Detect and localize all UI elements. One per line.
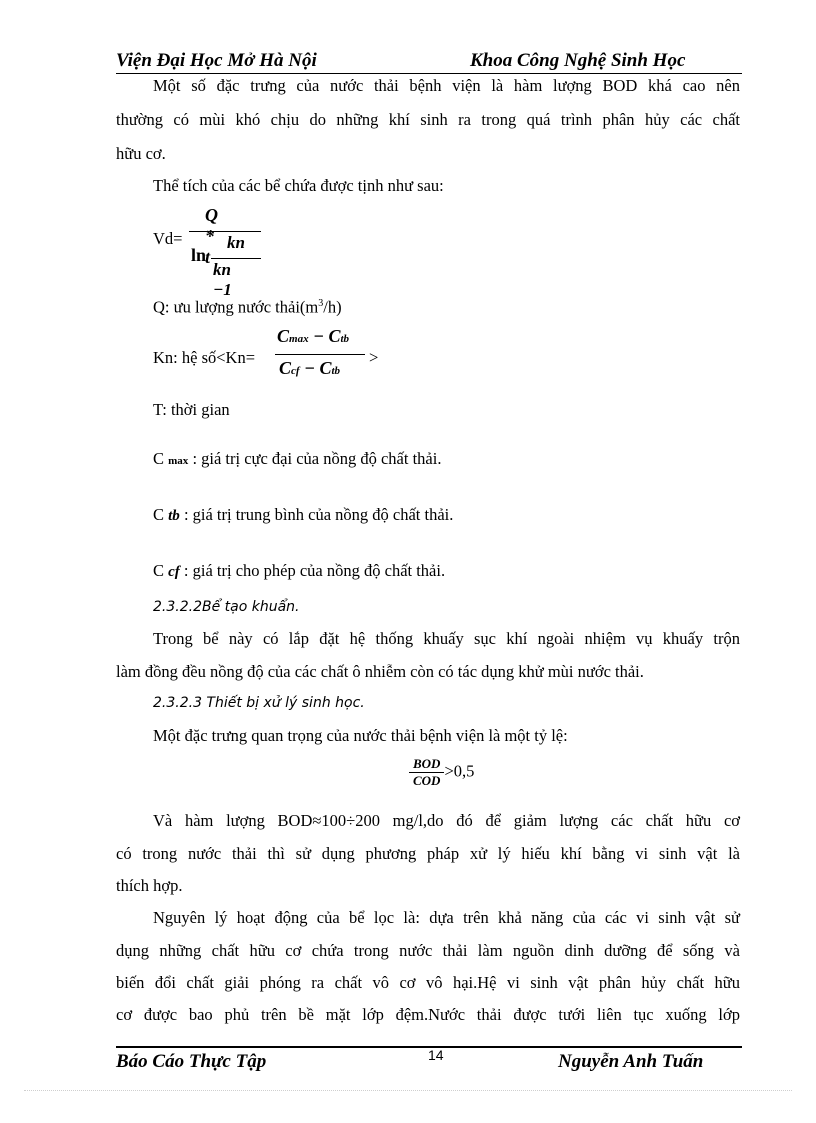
para4-line3: thích hợp. bbox=[116, 876, 183, 895]
formula-vd-inner-den: kn −1 bbox=[213, 260, 232, 299]
kn-num-mid: − C bbox=[308, 326, 341, 346]
kn-num-sub1: max bbox=[289, 333, 309, 345]
para5-line3: biến đổi chất giải phóng ra chất vô cơ vô hại.Hệ vi sinh vật phân hủy chất hữu bbox=[116, 973, 740, 992]
formula-vd-inner-num: kn bbox=[227, 233, 245, 252]
page-number: 14 bbox=[428, 1047, 444, 1063]
kn-den-sub2: tb bbox=[331, 365, 341, 377]
para5-line1: Nguyên lý hoạt động của bể lọc là: dựa trên khả năng của các vi sinh vật sử bbox=[153, 908, 740, 927]
kn-den-sub1: cf bbox=[291, 365, 300, 377]
ctb-c: C bbox=[153, 505, 165, 524]
ctb-definition bbox=[153, 499, 453, 532]
para5-line2: dụng những chất hữu cơ chứa trong nước thải làm nguồn dinh dưỡng để sống và bbox=[116, 941, 740, 960]
para2-line1: Trong bể này có lắp đặt hệ thống khuấy sục khí ngoài nhiệm vụ khuấy trộn bbox=[153, 629, 740, 648]
ctb-sub: tb bbox=[168, 508, 180, 524]
q-definition bbox=[153, 288, 342, 324]
para4-line1: Và hàm lượng BOD≈100÷200 mg/l,do đó để giảm lượng các chất hữu cơ bbox=[153, 811, 740, 830]
para1-line1: Một số đặc trưng của nước thải bệnh viện là hàm lượng BOD khá cao nên bbox=[153, 76, 740, 95]
ratio-denominator: COD bbox=[409, 772, 444, 789]
ratio-numerator: BOD bbox=[413, 756, 441, 771]
kn-suffix: > bbox=[369, 348, 379, 367]
para1-line3: hữu cơ. bbox=[116, 144, 166, 163]
section-heading-sinh-hoc: 2.3.2.3 Thiết bị xử lý sinh học. bbox=[153, 695, 365, 711]
cmax-definition bbox=[153, 443, 441, 477]
section-heading-tao-khuan: 2.3.2.2Bể tạo khuẩn. bbox=[153, 599, 300, 615]
formula-vd-lhs: Vd= bbox=[153, 229, 183, 248]
para1-line2: thường có mùi khó chịu do những khí sinh ra trong quá trình phân hủy các chất bbox=[116, 110, 740, 129]
header-institution: Viện Đại Học Mở Hà Nội bbox=[116, 50, 317, 71]
kn-num-c: C bbox=[277, 326, 290, 346]
kn-numerator bbox=[277, 326, 349, 347]
t-definition: T: thời gian bbox=[153, 400, 230, 419]
formula-vd-ln: ln bbox=[191, 245, 207, 265]
kn-prefix: Kn: hệ số<Kn= bbox=[153, 348, 256, 367]
q-def-sup: 3 bbox=[318, 298, 324, 309]
ccf-c: C bbox=[153, 561, 165, 580]
kn-frac-bar bbox=[275, 354, 365, 355]
q-def-end: /h) bbox=[323, 297, 342, 317]
ccf-definition bbox=[153, 555, 445, 588]
formula-vd-num: Q * t bbox=[205, 205, 218, 267]
footer-report-title: Báo Cáo Thực Tập bbox=[116, 1051, 267, 1072]
kn-denominator bbox=[279, 358, 340, 379]
q-def-text: Q: ưu lượng nước thải(m bbox=[153, 297, 319, 317]
ratio-value: >0,5 bbox=[444, 761, 475, 781]
kn-num-sub2: tb bbox=[340, 333, 350, 345]
kn-den-mid: − C bbox=[299, 358, 332, 378]
kn-definition bbox=[153, 326, 413, 388]
volume-intro: Thể tích của các bể chứa được tịnh như sau: bbox=[153, 176, 444, 195]
para2-line2: làm đồng đều nồng độ của các chất ô nhiễm còn có tác dụng khử mùi nước thải. bbox=[116, 662, 644, 681]
para3: Một đặc trưng quan trọng của nước thải bệnh viện là một tỷ lệ: bbox=[153, 726, 568, 745]
ctb-text: : giá trị trung bình của nồng độ chất thải. bbox=[179, 505, 454, 524]
ccf-text: : giá trị cho phép của nồng độ chất thải. bbox=[179, 561, 446, 580]
ratio-formula bbox=[409, 756, 474, 789]
ccf-sub: cf bbox=[168, 564, 180, 580]
cmax-c: C bbox=[153, 449, 165, 468]
para5-line4: cơ được bao phủ trên bề mặt lớp đệm.Nước thải được tưới liên tục xuống lớp bbox=[116, 1005, 740, 1024]
cmax-sub: max bbox=[168, 455, 189, 467]
cmax-text: : giá trị cực đại của nồng độ chất thải. bbox=[188, 449, 442, 468]
kn-den-c: C bbox=[279, 358, 292, 378]
para4-line2: có trong nước thải thì sử dụng phương pháp xử lý hiếu khí bằng vi sinh vật là bbox=[116, 844, 740, 863]
formula-vd-main-bar bbox=[189, 231, 261, 232]
formula-vd-inner-bar bbox=[211, 258, 261, 259]
header-faculty: Khoa Công Nghệ Sinh Học bbox=[470, 50, 686, 71]
footer-author: Nguyễn Anh Tuấn bbox=[558, 1051, 704, 1072]
page-bottom-dotted-border bbox=[24, 1090, 792, 1091]
